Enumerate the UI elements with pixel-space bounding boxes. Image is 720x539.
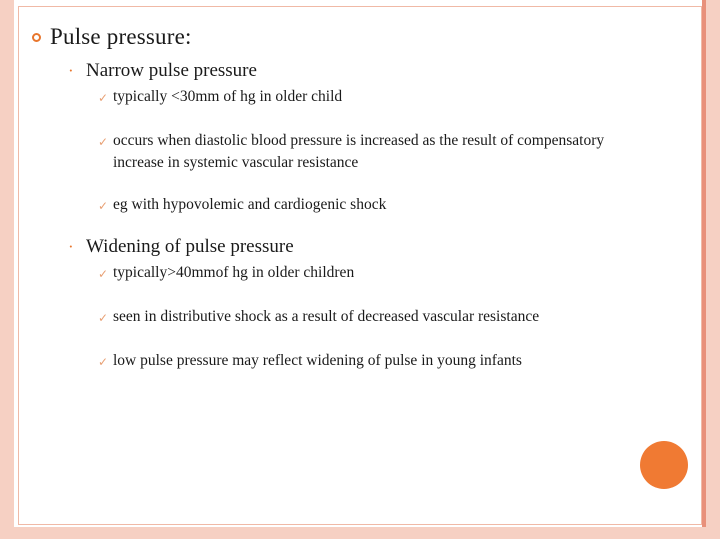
spacer bbox=[30, 332, 680, 350]
dot-bullet-icon: · bbox=[68, 61, 74, 80]
frame-right-strip bbox=[706, 0, 720, 539]
spacer bbox=[30, 176, 680, 194]
slide-content bbox=[30, 22, 680, 376]
ring-bullet-icon bbox=[30, 22, 50, 52]
frame-left-strip bbox=[0, 0, 14, 539]
section-heading-label: Widening of pulse pressure bbox=[86, 236, 294, 257]
list-item-label: typically <30mm of hg in older child bbox=[113, 88, 343, 105]
slide-title-row bbox=[30, 22, 680, 52]
page-title: Pulse pressure: bbox=[50, 24, 192, 49]
dot-bullet-icon: · bbox=[68, 237, 74, 256]
check-bullet-icon: ✓ bbox=[98, 91, 109, 105]
list-item-label: typically>40mmof hg in older children bbox=[113, 264, 355, 281]
check-bullet-icon: ✓ bbox=[98, 267, 109, 281]
list-item bbox=[30, 194, 680, 218]
check-bullet-icon: ✓ bbox=[98, 311, 109, 325]
spacer bbox=[30, 220, 680, 234]
check-bullet-icon: ✓ bbox=[98, 199, 109, 213]
list-item bbox=[30, 130, 680, 174]
check-bullet-icon: ✓ bbox=[98, 135, 109, 149]
list-item-label: eg with hypovolemic and cardiogenic shock bbox=[113, 196, 387, 213]
spacer bbox=[30, 112, 680, 130]
list-item-label: occurs when diastolic blood pressure is increased as the result of compensatory increase in systemic vascular resistance bbox=[113, 132, 605, 171]
list-item bbox=[30, 86, 680, 110]
list-item bbox=[30, 306, 680, 330]
list-item-label: low pulse pressure may reflect widening of pulse in young infants bbox=[113, 352, 522, 369]
frame-bottom-strip bbox=[0, 527, 720, 539]
spacer bbox=[30, 288, 680, 306]
section-heading-widening bbox=[30, 234, 680, 260]
check-bullet-icon: ✓ bbox=[98, 355, 109, 369]
frame-right-accent-line bbox=[702, 0, 706, 539]
list-item-label: seen in distributive shock as a result of decreased vascular resistance bbox=[113, 308, 540, 325]
decorative-circle bbox=[640, 441, 688, 489]
list-item bbox=[30, 262, 680, 286]
list-item bbox=[30, 350, 680, 374]
section-heading-narrow bbox=[30, 58, 680, 84]
section-heading-label: Narrow pulse pressure bbox=[86, 60, 257, 81]
